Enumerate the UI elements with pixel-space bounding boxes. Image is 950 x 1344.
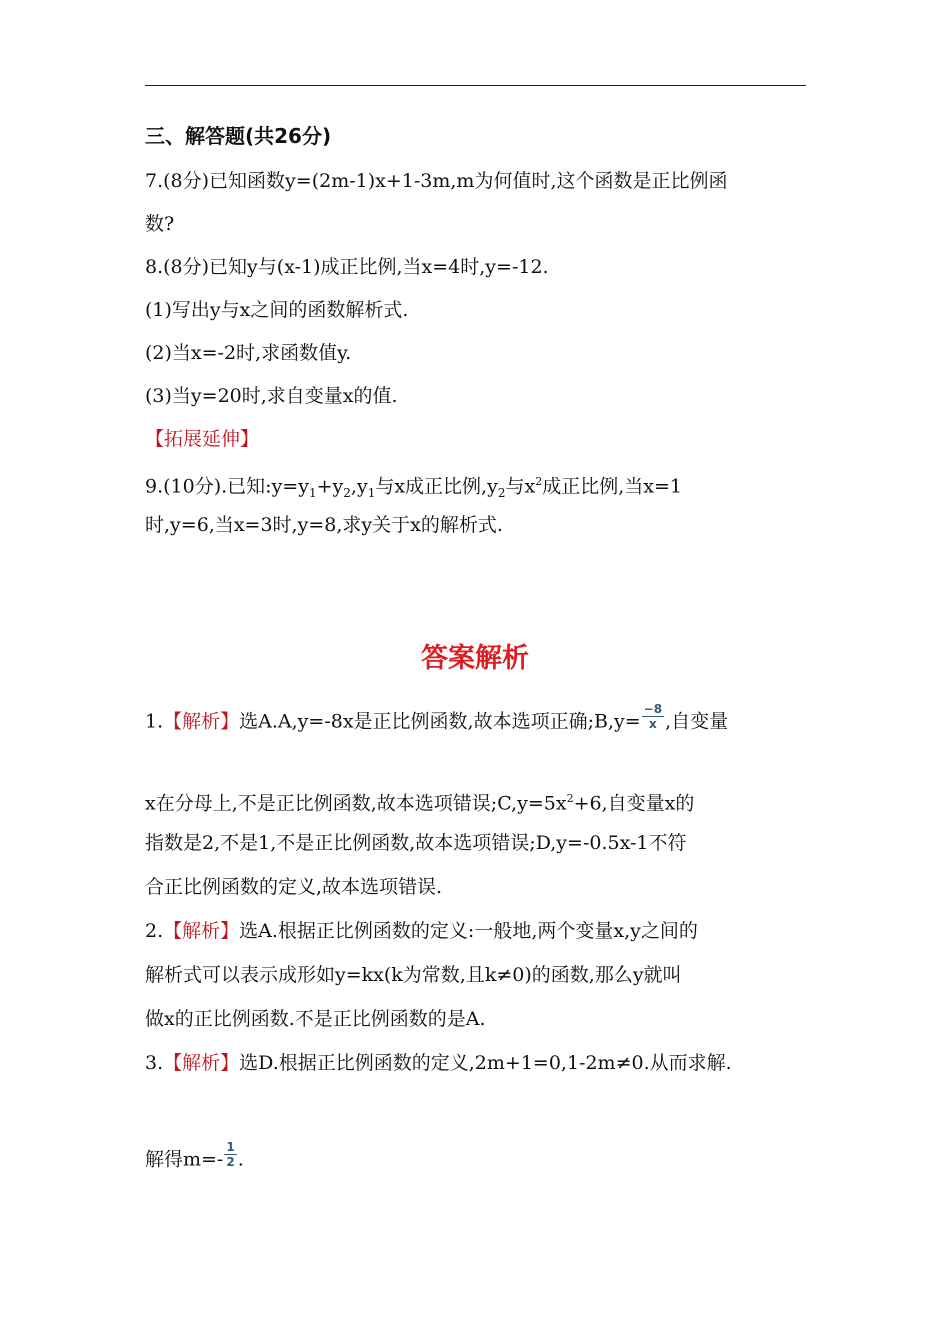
question-8-part-2: (2)当x=-2时,求函数值y. [145, 342, 352, 364]
answer-1-text-end: ,自变量 [665, 710, 729, 733]
answer-2-line-1 [145, 918, 698, 944]
fraction-neg8-over-x [642, 702, 664, 731]
answer-1-number: 1. [145, 710, 164, 733]
answer-2-line-2: 解析式可以表示成形如y=kx(k为常数,且k≠0)的函数,那么y就叫 [145, 964, 682, 986]
answer-2-text: 选A.根据正比例函数的定义:一般地,两个变量x,y之间的 [239, 920, 698, 942]
answer-3-line-2 [145, 1140, 244, 1175]
question-8-part-3: (3)当y=20时,求自变量x的值. [145, 385, 398, 407]
q9-text-b: +y [316, 475, 344, 498]
q9-sub-1b: 1 [367, 486, 376, 501]
question-7-line-1: 7.(8分)已知函数y=(2m-1)x+1-3m,m为何值时,这个函数是正比例函 [145, 170, 728, 192]
answer-1-tag: 【解析】 [163, 710, 240, 733]
question-8-part-1: (1)写出y与x之间的函数解析式. [145, 299, 409, 321]
q9-sub-2b: 2 [497, 486, 506, 501]
answer-2-number: 2. [145, 920, 164, 942]
section-heading: 三、解答题(共26分) [145, 124, 332, 148]
answer-3-line-2b: . [237, 1148, 244, 1171]
fraction-numerator: 1 [226, 1140, 235, 1154]
question-8-stem: 8.(8分)已知y与(x-1)成正比例,当x=4时,y=-12. [145, 256, 549, 278]
answer-title: 答案解析 [421, 643, 529, 674]
answer-1-line-2b: +6,自变量x的 [573, 792, 695, 815]
q9-text-d: 与x成正比例,y [375, 475, 498, 498]
answer-1-line-3: 指数是2,不是1,不是正比例函数,故本选项错误;D,y=-0.5x-1不符 [145, 832, 687, 854]
answer-3-text: 选D.根据正比例函数的定义,2m+1=0,1-2m≠0.从而求解. [239, 1052, 732, 1074]
q9-sup-2: 2 [535, 475, 543, 488]
header-rule [145, 85, 806, 86]
question-9-line-2: 时,y=6,当x=3时,y=8,求y关于x的解析式. [145, 514, 503, 536]
answer-1-line-2 [145, 786, 694, 816]
q9-sub-1: 1 [308, 486, 317, 501]
answer-2-line-3: 做x的正比例函数.不是正比例函数的是A. [145, 1008, 486, 1030]
answer-1-text: 选A.A,y=-8x是正比例函数,故本选项正确;B,y= [239, 710, 641, 733]
q9-sub-2: 2 [343, 486, 351, 501]
answer-1-line-4: 合正比例函数的定义,故本选项错误. [145, 876, 443, 898]
answer-3-line-1 [145, 1050, 732, 1076]
answer-1-line-1 [145, 702, 729, 737]
q9-text-c: ,y [350, 475, 368, 498]
answer-2-tag: 【解析】 [163, 920, 240, 942]
question-7-line-2: 数? [145, 213, 175, 235]
q9-text-f: 成正比例,当x=1 [542, 475, 682, 498]
answer-1-line-2a: x在分母上,不是正比例函数,故本选项错误;C,y=5x [145, 792, 567, 815]
fraction-one-half [224, 1140, 236, 1169]
q9-text-a: 9.(10分).已知:y=y [145, 475, 309, 498]
fraction-denominator: x [648, 717, 657, 731]
extension-label: 【拓展延伸】 [145, 428, 260, 450]
fraction-numerator: −8 [643, 702, 663, 716]
answer-1-exponent: 2 [566, 792, 574, 805]
q9-text-e: 与x [505, 475, 536, 498]
fraction-denominator: 2 [226, 1155, 235, 1169]
question-9-line-1 [145, 469, 682, 506]
answer-3-tag: 【解析】 [163, 1052, 240, 1074]
answer-3-number: 3. [145, 1052, 164, 1074]
answer-3-line-2a: 解得m=- [145, 1148, 224, 1171]
